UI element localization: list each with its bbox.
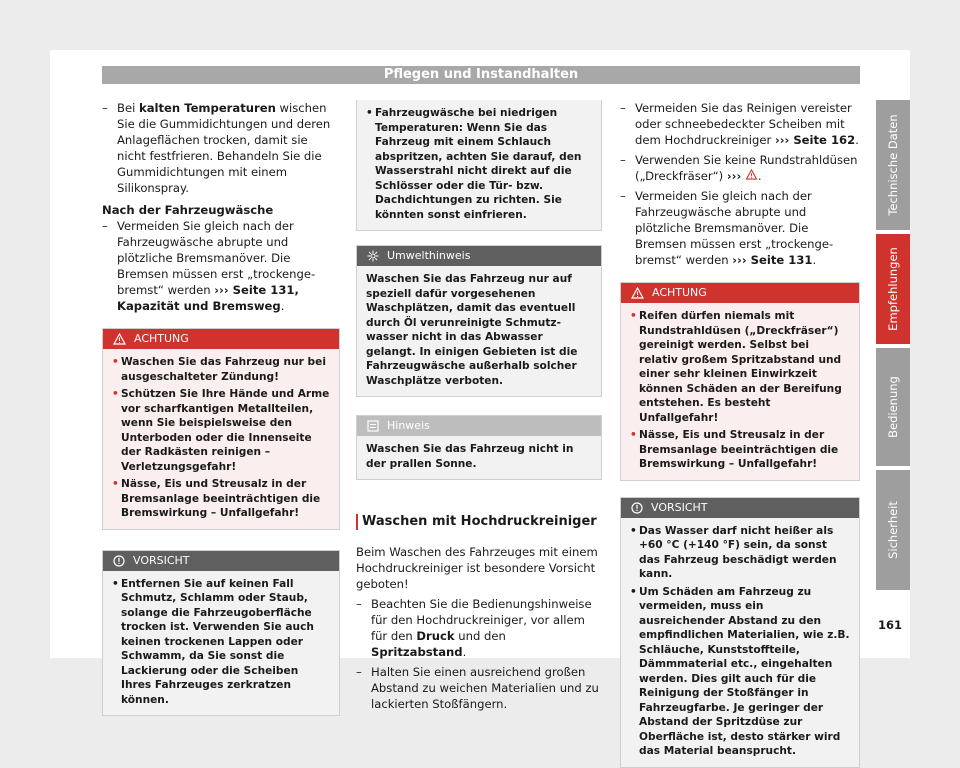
box-title: ACHTUNG: [652, 286, 707, 299]
text: .: [280, 299, 285, 313]
text: Beachten Sie die Bedienungshinweise für den Hochdruckreiniger, vor allem für den: [371, 597, 592, 643]
subheading: Nach der Fahrzeugwäsche: [102, 203, 274, 217]
vorsicht-continued-body: [357, 100, 601, 230]
text: wischen Sie die Gummidichtungen und deren Anlageflächen trocken, damit sie nicht festfrieren. Behandeln Sie die Gummidichtungen mit einem Silikonspray.: [117, 101, 331, 195]
nozzle-paragraph: [620, 152, 860, 184]
tab-label: Sicherheit: [886, 501, 900, 559]
info-circle-icon: [113, 555, 125, 567]
list-item: • Schützen Sie Ihre Hände und Arme vor scharfkantigen Metallteilen, wenn Sie beispielsweise den Unterboden oder die Innenseite der Radkästen reinigen – Verletzungsgefahr!: [112, 387, 330, 474]
box-text: Waschen Sie das Fahrzeug nur auf speziell dafür vorgesehenen Waschplätzen, damit das eventuell durch Öl verunreinigte Schmutzwasser nicht in das Abwasser gelangt. In einigen Gebieten ist die Fahrzeugwäsche außerhalb solcher Waschplätze verboten.: [366, 273, 578, 387]
bold-term: Druck: [416, 629, 455, 643]
hinweis-box: [356, 415, 602, 480]
achtung-box-2: [620, 282, 860, 481]
text: .: [812, 253, 817, 267]
list-item: • Reifen dürfen niemals mit Rundstrahldüsen („Dreckfräser“) gereinigt werden. Selbst bei relativ großem Spritzabstand und einer sehr kleinen Einwirkzeit können Schäden an der Bereifung entstehen. Es besteht Unfallgefahr!: [630, 309, 850, 425]
achtung-header: [103, 329, 339, 349]
text: .: [462, 645, 467, 659]
hinweis-header: [357, 416, 601, 436]
umwelt-body: [357, 266, 601, 396]
warning-triangle-icon: [745, 169, 758, 180]
list-item: • Entfernen Sie auf keinen Fall Schmutz, Schlamm oder Staub, solange die Fahrzeugoberfläche trocken ist. Verwenden Sie auch keinen trockenen Lappen oder Schwamm, da Sie sonst die Lackierung oder die Scheiben Ihres Fahrzeuges zerkratzen können.: [112, 577, 330, 708]
section-title: Waschen mit Hochdruckreiniger: [356, 514, 602, 530]
cold-temperature-paragraph: [102, 100, 340, 196]
box-title: Hinweis: [387, 419, 430, 432]
list-item: • Nässe, Eis und Streusalz in der Bremsanlage beeinträchtigen die Bremswirkung – Unfallgefahr!: [630, 428, 850, 472]
umwelt-box: [356, 245, 602, 397]
warning-triangle-icon: [631, 287, 644, 299]
box-title: ACHTUNG: [134, 332, 189, 345]
bold-term: Spritzabstand: [371, 645, 463, 659]
box-text: Waschen Sie das Fahrzeug nicht in der prallen Sonne.: [366, 443, 574, 470]
distance-paragraph: – Halten Sie einen ausreichend großen Abstand zu weichen Materialien und zu lackierten Stoßfängern.: [356, 664, 602, 712]
tab-technische-daten[interactable]: [876, 100, 910, 230]
note-icon: [367, 420, 379, 432]
achtung-body: [103, 349, 339, 529]
vorsicht-box: [102, 550, 340, 717]
column-2: [356, 100, 602, 712]
list-item: • Um Schäden am Fahrzeug zu vermeiden, muss ein ausreichender Abstand zu den empfindlichen Materialien, wie z.B. Schläuche, Kunststoffteile, Dämmmaterial etc., eingehalten werden. Dies gilt auch für die Reinigung der Stoßfänger in Fahrzeugfarbe. Je geringer der Abstand der Spritzdüse zur Oberfläche ist, desto stärker wird das Material beansprucht.: [630, 585, 850, 759]
brake-paragraph-2: [620, 188, 860, 268]
text: Verwenden Sie keine Rundstrahldüsen („Dreckfräser“): [635, 153, 858, 183]
text: Bei: [117, 101, 139, 115]
tab-label: Technische Daten: [886, 114, 900, 216]
text: .: [757, 169, 762, 183]
text: Vermeiden Sie gleich nach der Fahrzeugwäsche abrupte und plötzliche Bremsmanöver. Die Bremsen müssen erst „trockengebremst“ werden: [635, 189, 834, 267]
vorsicht-header: [103, 551, 339, 571]
vorsicht-continued-box: [356, 100, 602, 231]
vorsicht-header: [621, 498, 859, 518]
pressure-paragraph: [356, 596, 602, 660]
list-item: • Nässe, Eis und Streusalz in der Bremsanlage beeinträchtigen die Bremswirkung – Unfallgefahr!: [112, 477, 330, 521]
box-title: Umwelthinweis: [387, 249, 471, 262]
page-reference-link[interactable]: ››› Seite 162: [774, 133, 856, 147]
section-intro: Beim Waschen des Fahrzeuges mit einem Hochdruckreiniger ist besondere Vorsicht geboten!: [356, 545, 598, 591]
page-number: 161: [878, 618, 903, 632]
tab-bedienung[interactable]: [876, 348, 910, 466]
achtung-body: [621, 303, 859, 480]
icy-windows-paragraph: [620, 100, 860, 148]
page-reference-link[interactable]: ››› Seite 131: [732, 253, 813, 267]
achtung-box: [102, 328, 340, 530]
bold-term: kalten Temperaturen: [139, 101, 276, 115]
text: .: [855, 133, 859, 147]
warning-reference-link[interactable]: ›››: [726, 169, 742, 183]
achtung-header: [621, 283, 859, 303]
vorsicht-body: [103, 571, 339, 716]
tab-label: Empfehlungen: [886, 247, 900, 331]
tab-sicherheit[interactable]: [876, 470, 910, 590]
page-header: Pflegen und Instandhalten: [102, 66, 860, 84]
column-3: [620, 100, 860, 768]
text: Vermeiden Sie das Reinigen vereister oder schneebedeckter Scheiben mit dem Hochdruckreiniger: [635, 101, 852, 147]
page-reference-link[interactable]: ››› Seite 131, Kapazität und Bremsweg: [117, 283, 299, 313]
list-item: • Das Wasser darf nicht heißer als +60 °C (+140 °F) sein, da sonst das Fahrzeug beschädigt werden kann.: [630, 524, 850, 582]
box-title: VORSICHT: [133, 553, 190, 567]
umwelt-header: [357, 246, 601, 266]
brake-paragraph: [102, 218, 340, 314]
vorsicht-box-2: [620, 497, 860, 768]
text: Vermeiden Sie gleich nach der Fahrzeugwäsche abrupte und plötzliche Bremsmanöver. Die Bremsen müssen erst „trockengebremst“ werden: [117, 219, 316, 297]
warning-triangle-icon: [113, 333, 126, 345]
info-circle-icon: [631, 502, 643, 514]
tab-empfehlungen[interactable]: [876, 234, 910, 344]
tab-label: Bedienung: [886, 376, 900, 438]
box-title: VORSICHT: [651, 500, 708, 514]
list-item: • Fahrzeugwäsche bei niedrigen Temperaturen: Wenn Sie das Fahrzeug mit einem Schlauch abspritzen, achten Sie darauf, den Wasserstrahl nicht direkt auf die Schlösser oder die Tür- bzw. Dachdichtungen zu richten. Sie könnten sonst einfrieren.: [366, 106, 592, 222]
leaf-icon: [367, 250, 379, 262]
column-1: [102, 100, 340, 716]
vorsicht-body: [621, 518, 859, 767]
hinweis-body: [357, 436, 601, 479]
list-item: • Waschen Sie das Fahrzeug nur bei ausgeschalteter Zündung!: [112, 355, 330, 384]
text: und den: [454, 629, 506, 643]
